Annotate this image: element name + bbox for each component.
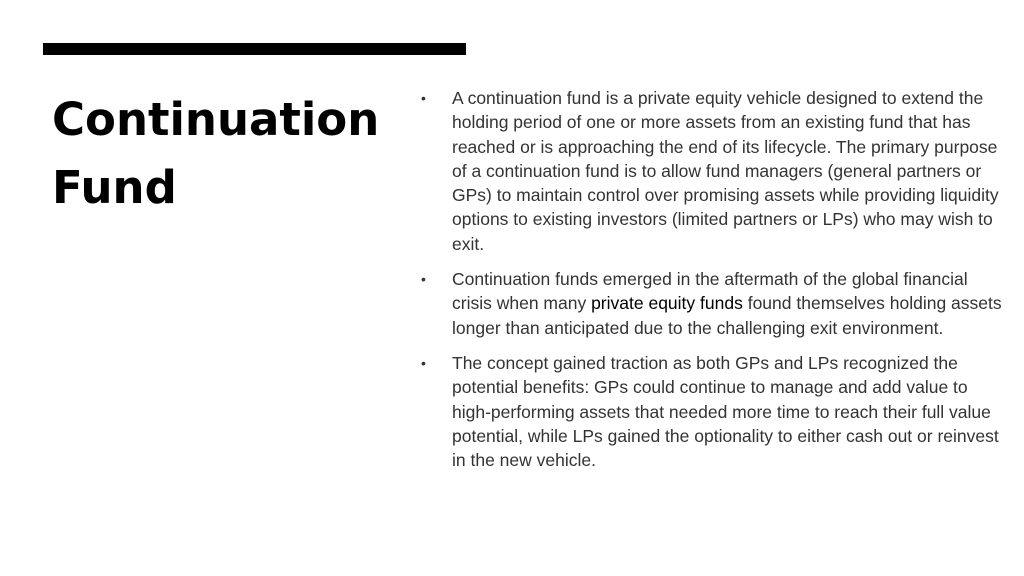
title-line-2: Fund: [52, 161, 177, 214]
bullet-text-before: Continuation funds emerged in the aftermath of the global financial crisis when many: [452, 269, 968, 314]
private-equity-funds-link[interactable]: private equity funds: [591, 293, 743, 314]
bullet-text: A continuation fund is a private equity vehicle designed to extend the holding period of one or more assets from an existing fund that has reached or is approaching the end of its lifecycle. The primary purpose of a continuation fund is to allow fund managers (general partners or GPs) to maintain control over promising assets while providing liquidity options to existing investors (limited partners or LPs) who may wish to exit.: [452, 88, 999, 254]
title-line-1: Continuation: [52, 93, 380, 146]
bullet-item: [420, 267, 1002, 340]
bullet-dot-icon: •: [421, 271, 426, 288]
bullet-dot-icon: •: [421, 354, 426, 371]
bullet-item: [420, 86, 1002, 256]
slide-title: [52, 86, 412, 222]
bullet-text: The concept gained traction as both GPs and LPs recognized the potential benefits: GPs could continue to manage and add value to high-performing assets that needed more time to reach their full value potential, while LPs gained the optionality to either cash out or reinvest in the new vehicle.: [452, 352, 999, 471]
bullet-list: [420, 86, 1002, 483]
bullet-dot-icon: •: [421, 90, 426, 106]
accent-bar: [43, 43, 466, 55]
bullet-item: [420, 351, 1002, 472]
bullet-text-after: found themselves holding assets longer than anticipated due to the challenging exit environment.: [452, 293, 1002, 338]
